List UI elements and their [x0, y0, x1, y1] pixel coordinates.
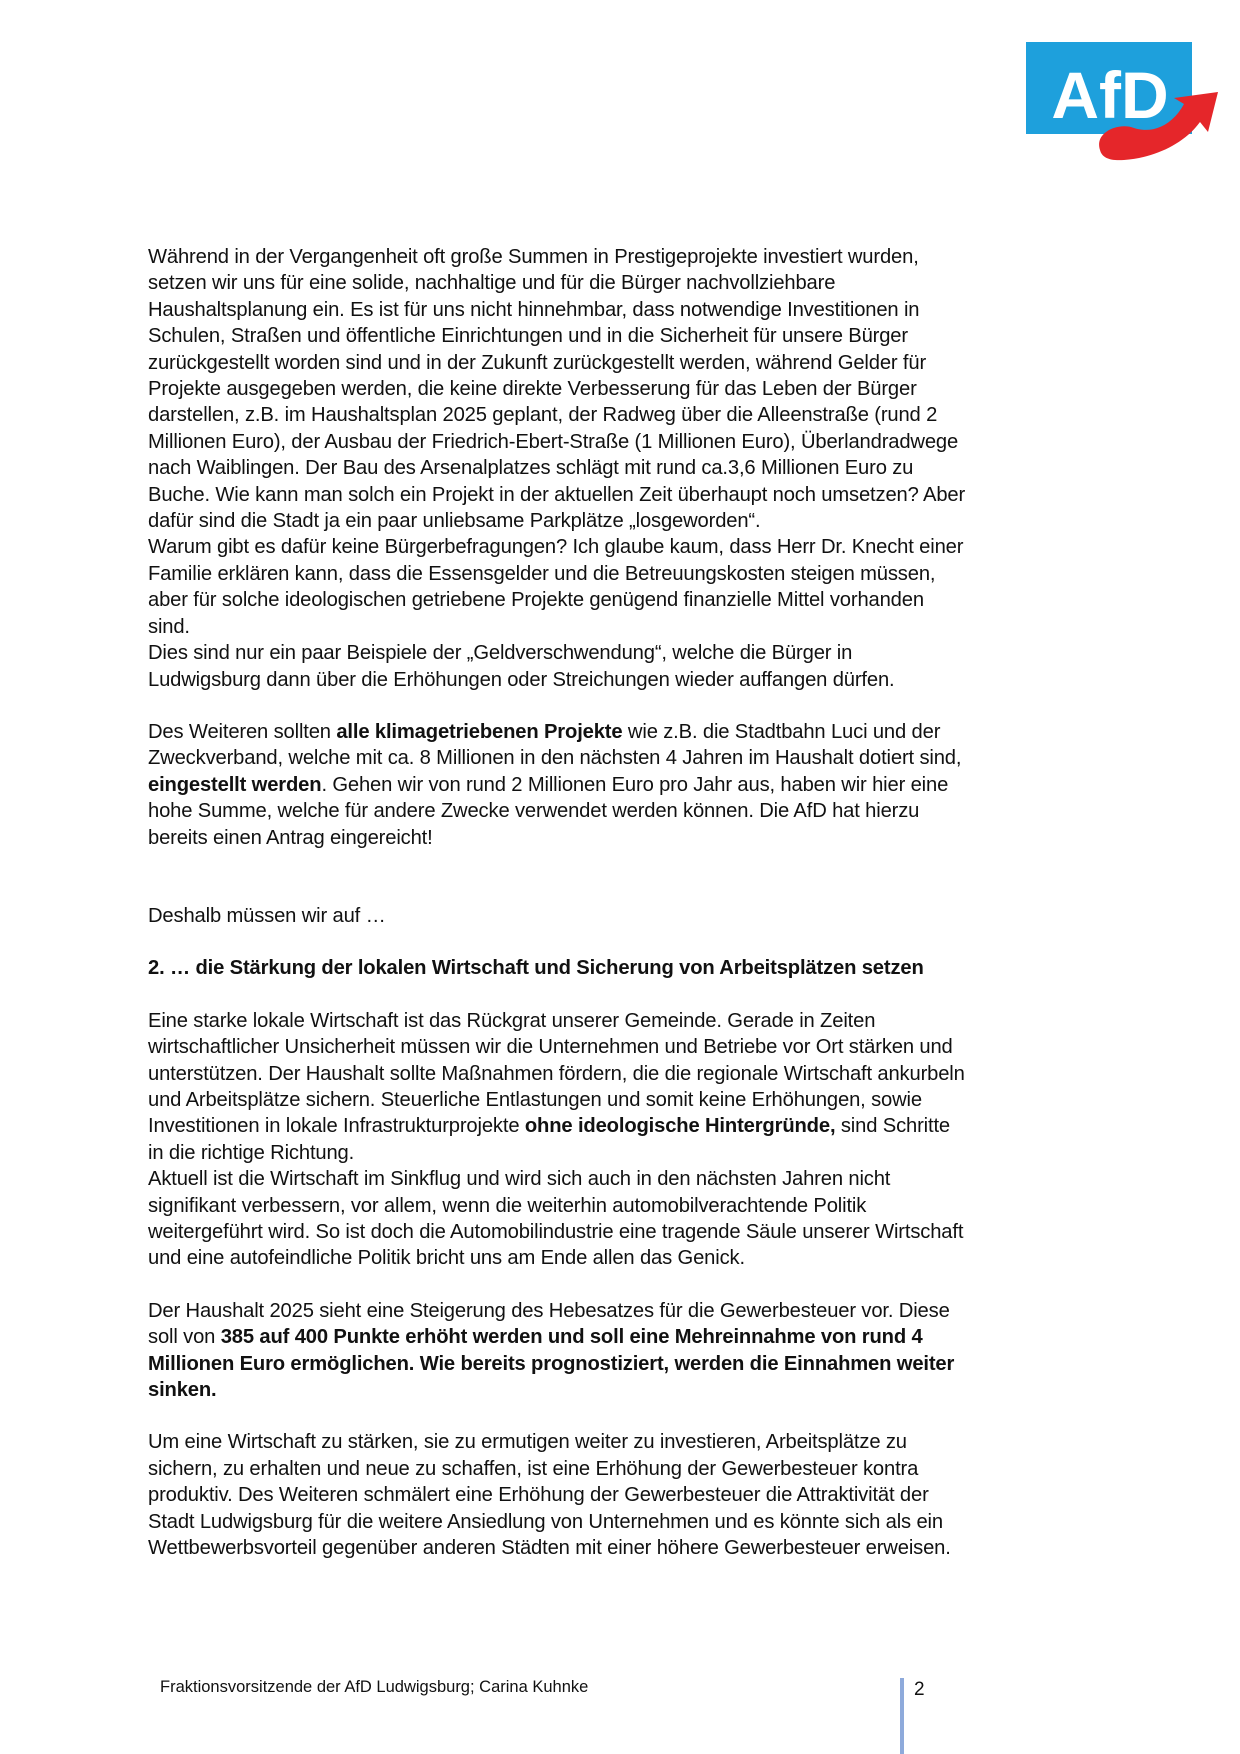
document-body — [148, 244, 1108, 1561]
paragraph-investments — [148, 244, 1108, 693]
text-line: Eine starke lokale Wirtschaft ist das Rückgrat unserer Gemeinde. Gerade in Zeiten — [148, 1009, 876, 1032]
text-line: sichern, zu erhalten und neue zu schaffen, ist eine Erhöhung der Gewerbesteuer kontra — [148, 1457, 919, 1480]
text-run: sind Schritte — [835, 1115, 950, 1138]
text-line: Um eine Wirtschaft zu stärken, sie zu ermutigen weiter zu investieren, Arbeitsplätze zu — [148, 1431, 907, 1454]
text-line: Projekte ausgegeben werden, die keine direkte Verbesserung für das Leben der Bürger — [148, 378, 917, 401]
text-run: wie z.B. die Stadtbahn Luci und der — [622, 720, 941, 743]
text-line: Familie erklären kann, dass die Essensgelder und die Betreuungskosten steigen müssen, — [148, 562, 936, 585]
text-line: zurückgestellt worden sind und in der Zukunft zurückgestellt werden, während Gelder für — [148, 351, 927, 374]
text-line: Aktuell ist die Wirtschaft im Sinkflug und wird sich auch in den nächsten Jahren nicht — [148, 1168, 891, 1191]
bold-text: Millionen Euro ermöglichen. Wie bereits prognostiziert, werden die Einnahmen weiter — [148, 1352, 955, 1375]
text-line: Ludwigsburg dann über die Erhöhungen oder Streichungen wieder auffangen dürfen. — [148, 668, 895, 691]
text-line: und Arbeitsplätze sichern. Steuerliche Entlastungen und somit keine Erhöhungen, sowie — [148, 1088, 922, 1111]
text-line: Stadt Ludwigsburg für die weitere Ansiedlung von Unternehmen und es könnte sich als ein — [148, 1510, 943, 1533]
text-line: Buche. Wie kann man solch ein Projekt in der aktuellen Zeit überhaupt noch umsetzen? Aber — [148, 483, 966, 506]
text-line: weitergeführt wird. So ist doch die Automobilindustrie eine tragende Säule unserer Wirtschaft — [148, 1221, 964, 1243]
text-line: wirtschaftlicher Unsicherheit müssen wir die Unternehmen und Betriebe vor Ort stärken und — [148, 1036, 953, 1059]
text-line: nach Waiblingen. Der Bau des Arsenalplatzes schlägt mit rund ca.3,6 Millionen Euro zu — [148, 457, 914, 480]
text-line: Warum gibt es dafür keine Bürgerbefragungen? Ich glaube kaum, dass Herr Dr. Knecht einer — [148, 536, 964, 559]
bold-text: 385 auf 400 Punkte erhöht werden und soll eine Mehreinnahme von rund 4 — [220, 1326, 923, 1349]
text-line: bereits einen Antrag eingereicht! — [148, 826, 433, 849]
text-run: Des Weiteren sollten — [148, 720, 337, 743]
text-line: Zweckverband, welche mit ca. 8 Millionen in den nächsten 4 Jahren im Haushalt dotiert sind, — [148, 747, 962, 770]
text-line: Dies sind nur ein paar Beispiele der „Geldverschwendung“, welche die Bürger in — [148, 642, 853, 665]
bold-text: sinken. — [148, 1379, 217, 1402]
text-line: darstellen, z.B. im Haushaltsplan 2025 geplant, der Radweg über die Alleenstraße (rund 2 — [148, 404, 938, 427]
text-line: signifikant verbessern, vor allem, wenn die weiterhin automobilverachtende Politik — [148, 1194, 867, 1217]
logo-text: AfD — [1051, 58, 1169, 132]
text-line: hohe Summe, welche für andere Zwecke verwendet werden können. Die AfD hat hierzu — [148, 800, 920, 823]
text-line: Während in der Vergangenheit oft große Summen in Prestigeprojekte investiert wurden, — [148, 246, 919, 268]
bold-text: eingestellt werden — [148, 773, 322, 796]
text-line: in die richtige Richtung. — [148, 1141, 355, 1164]
lead-in-text: Deshalb müssen wir auf … — [148, 904, 386, 927]
paragraph-trade-tax — [148, 1298, 1108, 1404]
text-line: Wettbewerbsvorteil gegenüber anderen Städten mit einer höhere Gewerbesteuer erweisen. — [148, 1537, 951, 1560]
section-heading: 2. … die Stärkung der lokalen Wirtschaft und Sicherung von Arbeitsplätzen setzen — [148, 957, 924, 980]
text-line: Millionen Euro), der Ausbau der Friedrich-Ebert-Straße (1 Millionen Euro), Überlandradwege — [148, 430, 959, 453]
text-line: produktiv. Des Weiteren schmälert eine Erhöhung der Gewerbesteuer die Attraktivität der — [148, 1484, 929, 1507]
text-line: Haushaltsplanung ein. Es ist für uns nicht hinnehmbar, dass notwendige Investitionen in — [148, 298, 920, 321]
text-line: dafür sind die Stadt ja ein paar unliebsame Parkplätze „losgeworden“. — [148, 510, 761, 533]
footer-author: Fraktionsvorsitzende der AfD Ludwigsburg; Carina Kuhnke — [160, 1678, 589, 1696]
bold-text: ohne ideologische Hintergründe, — [524, 1115, 836, 1138]
text-run: Investitionen in lokale Infrastrukturprojekte — [148, 1115, 525, 1138]
text-line: setzen wir uns für eine solide, nachhaltige und für die Bürger nachvollziehbare — [148, 272, 836, 295]
page-number-divider — [900, 1678, 904, 1754]
afd-logo — [1024, 40, 1220, 166]
text-run: soll von — [148, 1326, 221, 1349]
bold-text: alle klimagetriebenen Projekte — [336, 720, 623, 743]
text-line: Der Haushalt 2025 sieht eine Steigerung des Hebesatzes für die Gewerbesteuer vor. Diese — [148, 1299, 950, 1322]
text-line: unterstützen. Der Haushalt sollte Maßnahmen fördern, die die regionale Wirtschaft ankurbeln — [148, 1062, 965, 1085]
paragraph-tax-conclusion — [148, 1429, 1108, 1561]
text-run: . Gehen wir von rund 2 Millionen Euro pro Jahr aus, haben wir hier eine — [321, 773, 949, 796]
text-line: und eine autofeindliche Politik bricht uns am Ende allen das Genick. — [148, 1247, 745, 1270]
text-line: aber für solche ideologischen getriebene Projekte genügend finanzielle Mittel vorhanden — [148, 589, 924, 612]
paragraph-local-economy — [148, 1008, 1108, 1272]
afd-logo-arrow-icon — [1024, 40, 1220, 166]
paragraph-climate-projects — [148, 719, 1108, 851]
text-line: sind. — [148, 615, 190, 638]
page-number: 2 — [914, 1679, 925, 1700]
text-line: Schulen, Straßen und öffentliche Einrichtungen und in die Sicherheit für unsere Bürger — [148, 325, 908, 348]
